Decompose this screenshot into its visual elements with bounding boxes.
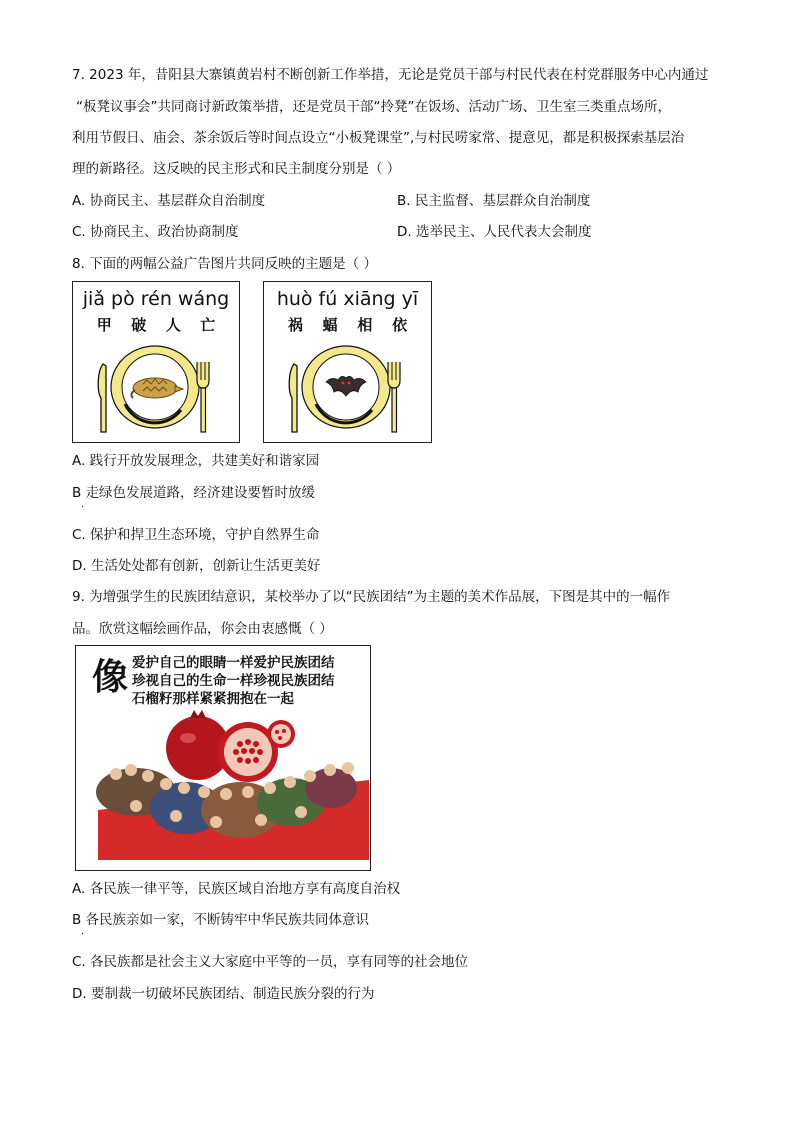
poster-left-char: 亡 (200, 316, 216, 334)
q7-option-a[interactable]: A. 协商民主、基层群众自治制度 (72, 193, 266, 209)
q7-option-c[interactable]: C. 协商民主、政治协商制度 (72, 224, 239, 240)
dot-mark: . (81, 926, 85, 937)
q8-option-a[interactable]: A. 践行开放发展理念，共建美好和谐家园 (72, 453, 320, 469)
q8-stem: 8. 下面的两幅公益广告图片共同反映的主题是（ ） (72, 256, 377, 272)
poster-right-char: 依 (392, 316, 408, 334)
artwork-line-3: 石榴籽那样紧紧拥抱在一起 (132, 691, 294, 707)
poster-right-char: 相 (357, 316, 373, 334)
poster-left-char: 人 (165, 316, 181, 334)
q9-line-2: 品。欣赏这幅绘画作品，你会由衷感慨（ ） (72, 621, 333, 637)
artwork-line-1: 爱护自己的眼睛一样爱护民族团结 (132, 655, 335, 671)
poster-left-pinyin: jiǎ pò rén wáng (82, 288, 230, 310)
poster-right-pinyin: huò fú xiāng yī (276, 288, 419, 310)
q9-option-a[interactable]: A. 各民族一律平等，民族区域自治地方享有高度自治权 (72, 881, 401, 897)
fork-icon (388, 362, 400, 432)
q9-option-c[interactable]: C. 各民族都是社会主义大家庭中平等的一员，享有同等的社会地位 (72, 954, 469, 970)
plate-pangolin-illustration (73, 332, 238, 442)
dot-mark: . (81, 499, 85, 510)
q8-option-c[interactable]: C. 保护和捍卫生态环境，守护自然界生命 (72, 527, 320, 543)
q8-option-b[interactable]: B 走绿色发展道路，经济建设要暂时放缓 (72, 485, 316, 501)
knife-icon (98, 364, 106, 432)
q7-option-b[interactable]: B. 民主监督、基层群众自治制度 (397, 193, 591, 209)
q9-option-d[interactable]: D. 要制裁一切破坏民族团结、制造民族分裂的行为 (72, 986, 375, 1002)
artwork-frame (75, 645, 371, 871)
plate-bat-illustration (264, 332, 430, 442)
q9-line-1: 9. 为增强学生的民族团结意识，某校举办了以“民族团结”为主题的美术作品展，下图是其中的一幅作 (72, 589, 671, 605)
pomegranate-icon (166, 710, 295, 782)
poster-right-char: 祸 (287, 316, 303, 334)
poster-pangolin (72, 281, 240, 443)
q7-line-3: 利用节假日、庙会、茶余饭后等时间点设立“小板凳课堂”,与村民唠家常、提意见，都是积极探索基层治 (72, 130, 685, 146)
q7-line-1: 7. 2023 年，昔阳县大寨镇黄岩村不断创新工作举措，无论是党员干部与村民代表在村党群服务中心内通过 (72, 67, 709, 83)
artwork-line-2: 珍视自己的生命一样珍视民族团结 (132, 673, 335, 689)
q9-option-b[interactable]: B 各民族亲如一家，不断铸牢中华民族共同体意识 (72, 912, 370, 928)
artwork-big-char: 像 (92, 657, 129, 698)
knife-icon (289, 364, 297, 432)
q7-line-2: “板凳议事会”共同商讨新政策举措，还是党员干部“拎凳”在饭场、活动广场、卫生室三类重点场所， (76, 99, 671, 115)
poster-bat (263, 281, 432, 443)
poster-right-char: 蝠 (322, 316, 338, 334)
q8-option-d[interactable]: D. 生活处处都有创新，创新让生活更美好 (72, 558, 321, 574)
q7-line-4: 理的新路径。这反映的民主形式和民主制度分别是（ ） (72, 161, 401, 177)
pomegranate-people-illustration (76, 710, 369, 870)
q7-option-d[interactable]: D. 选举民主、人民代表大会制度 (397, 224, 592, 240)
fork-icon (197, 362, 209, 432)
poster-left-char: 甲 (96, 316, 112, 334)
poster-left-char: 破 (131, 316, 147, 334)
